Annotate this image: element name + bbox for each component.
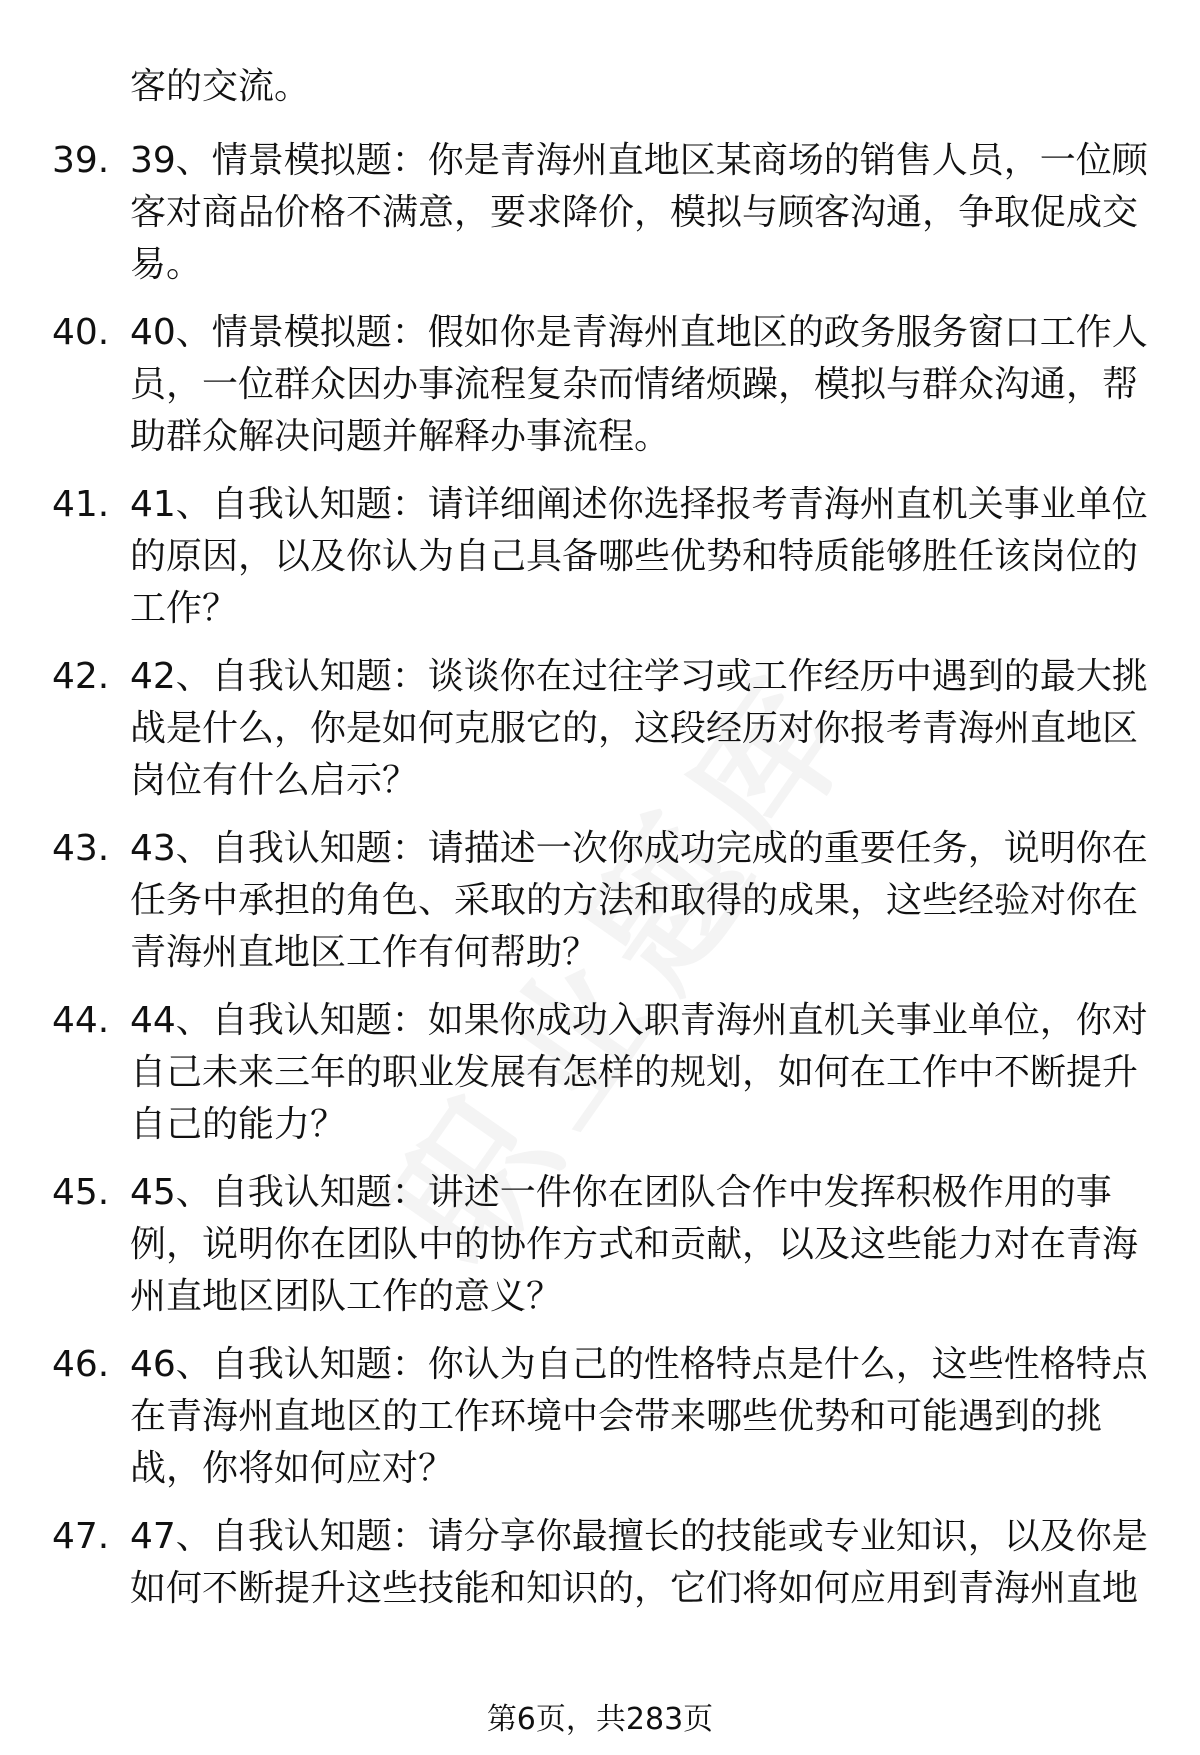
question-text-line: 助群众解决问题并解释办事流程。 bbox=[130, 416, 671, 457]
question-text-line: 45、自我认知题：讲述一件你在团队合作中发挥积极作用的事 bbox=[130, 1172, 1112, 1213]
question-text-line: 40、情景模拟题：假如你是青海州直地区的政务服务窗口工作人 bbox=[130, 312, 1148, 353]
question-text-line: 战是什么，你是如何克服它的，这段经历对你报考青海州直地区 bbox=[130, 708, 1139, 749]
question-text-line: 战，你将如何应对？ bbox=[130, 1448, 455, 1489]
question-text-line: 易。 bbox=[130, 244, 203, 285]
question-number: 47. bbox=[52, 1516, 110, 1557]
question-number: 44. bbox=[52, 1000, 110, 1041]
question-text-line: 自己的能力？ bbox=[130, 1104, 347, 1145]
page-footer: 第6页，共283页 bbox=[486, 1702, 714, 1737]
question-text-line: 47、自我认知题：请分享你最擅长的技能或专业知识，以及你是 bbox=[130, 1516, 1148, 1557]
question-text-line: 员，一位群众因办事流程复杂而情绪烦躁，模拟与群众沟通，帮 bbox=[130, 364, 1139, 405]
question-text-line: 44、自我认知题：如果你成功入职青海州直机关事业单位，你对 bbox=[130, 1000, 1148, 1041]
question-text-line: 岗位有什么启示？ bbox=[130, 760, 419, 801]
question-text-line: 例，说明你在团队中的协作方式和贡献，以及这些能力对在青海 bbox=[130, 1224, 1139, 1265]
question-number: 43. bbox=[52, 828, 110, 869]
question-text-line: 任务中承担的角色、采取的方法和取得的成果，这些经验对你在 bbox=[130, 880, 1139, 921]
question-text-line: 州直地区团队工作的意义？ bbox=[130, 1276, 563, 1317]
question-number: 40. bbox=[52, 312, 110, 353]
question-text-line: 39、情景模拟题：你是青海州直地区某商场的销售人员，一位顾 bbox=[130, 140, 1148, 181]
question-text-line: 自己未来三年的职业发展有怎样的规划，如何在工作中不断提升 bbox=[130, 1052, 1139, 1093]
question-text-line: 如何不断提升这些技能和知识的，它们将如何应用到青海州直地 bbox=[130, 1568, 1139, 1609]
question-text-line: 工作？ bbox=[130, 588, 239, 629]
question-number: 46. bbox=[52, 1344, 110, 1385]
question-text-line: 客对商品价格不满意，要求降价，模拟与顾客沟通，争取促成交 bbox=[130, 192, 1139, 233]
question-text-line: 在青海州直地区的工作环境中会带来哪些优势和可能遇到的挑 bbox=[130, 1396, 1103, 1437]
question-text-line: 青海州直地区工作有何帮助？ bbox=[130, 932, 599, 973]
question-text-line: 41、自我认知题：请详细阐述你选择报考青海州直机关事业单位 bbox=[130, 484, 1148, 525]
question-text-line: 46、自我认知题：你认为自己的性格特点是什么，这些性格特点 bbox=[130, 1344, 1148, 1385]
question-number: 45. bbox=[52, 1172, 110, 1213]
continuation-line: 客的交流。 bbox=[130, 66, 311, 107]
question-number: 42. bbox=[52, 656, 110, 697]
question-text-line: 43、自我认知题：请描述一次你成功完成的重要任务，说明你在 bbox=[130, 828, 1148, 869]
question-number: 39. bbox=[52, 140, 110, 181]
question-text-line: 42、自我认知题：谈谈你在过往学习或工作经历中遇到的最大挑 bbox=[130, 656, 1148, 697]
question-number: 41. bbox=[52, 484, 110, 525]
question-text-line: 的原因，以及你认为自己具备哪些优势和特质能够胜任该岗位的 bbox=[130, 536, 1139, 577]
